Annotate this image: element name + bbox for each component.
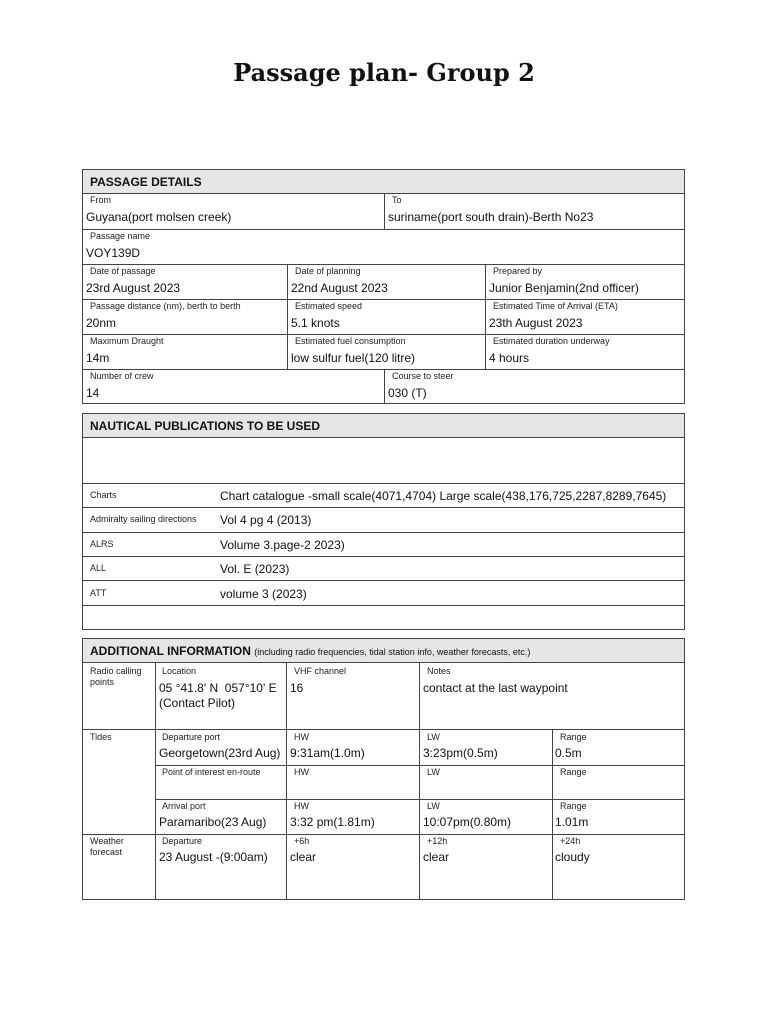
crew-cell: [83, 369, 384, 403]
passage-details-heading: PASSAGE DETAILS: [83, 170, 684, 194]
divider: [83, 507, 684, 508]
departure-lw-value: 3:23pm(0.5m): [423, 746, 498, 760]
date-of-planning-label: Date of planning: [295, 266, 361, 276]
divider: [552, 729, 553, 900]
duration-label: Estimated duration underway: [493, 336, 610, 346]
date-of-passage-cell: [83, 264, 287, 299]
arrival-lw-label: LW: [427, 801, 440, 811]
max-draught-cell: [83, 334, 287, 369]
poi-range-label: Range: [560, 767, 587, 777]
fuel-consumption-cell: [287, 334, 485, 369]
divider: [286, 663, 287, 900]
prepared-by-value: Junior Benjamin(2nd officer): [489, 281, 639, 295]
passage-name-label: Passage name: [90, 231, 151, 241]
departure-port-label: Departure port: [162, 732, 221, 742]
weather-12h-label: +12h: [427, 836, 448, 846]
arrival-hw-value: 3:32 pm(1.81m): [290, 815, 375, 829]
additional-info-heading: [83, 639, 684, 663]
arrival-lw-value: 10:07pm(0.80m): [423, 815, 512, 829]
location-value: 05 °41.8' N 057°10' E (Contact Pilot): [159, 681, 277, 710]
from-value: Guyana(port molsen creek): [86, 210, 232, 224]
weather-24h-value: cloudy: [555, 850, 590, 864]
estimated-speed-value: 5.1 knots: [291, 316, 340, 330]
course-label: Course to steer: [392, 371, 454, 381]
weather-24h-label: +24h: [560, 836, 581, 846]
divider: [83, 834, 684, 835]
date-of-planning-cell: [287, 264, 485, 299]
divider: [155, 663, 156, 900]
departure-hw-label: HW: [294, 732, 309, 742]
charts-label: Charts: [90, 490, 117, 500]
estimated-speed-label: Estimated speed: [295, 301, 363, 311]
divider: [83, 483, 684, 484]
arrival-hw-label: HW: [294, 801, 309, 811]
from-label: From: [90, 195, 111, 205]
arrival-range-value: 1.01m: [555, 815, 589, 829]
crew-value: 14: [86, 386, 100, 400]
all-value: Vol. E (2023): [220, 562, 290, 576]
poi-hw-label: HW: [294, 767, 309, 777]
divider: [83, 556, 684, 557]
fuel-consumption-value: low sulfur fuel(120 litre): [291, 351, 416, 365]
passage-name-cell: [83, 229, 685, 264]
departure-port-value: Georgetown(23rd Aug): [159, 746, 281, 760]
weather-forecast-label: Weather forecast: [90, 836, 124, 857]
eta-cell: [485, 299, 685, 334]
crew-label: Number of crew: [90, 371, 154, 381]
location-label: Location: [162, 666, 197, 676]
eta-label: Estimated Time of Arrival (ETA): [493, 301, 618, 311]
nautical-publications-heading: NAUTICAL PUBLICATIONS TO BE USED: [83, 414, 684, 438]
notes-value: contact at the last waypoint: [423, 681, 568, 695]
course-cell: [384, 369, 685, 403]
weather-6h-value: clear: [290, 850, 317, 864]
course-value: 030 (T): [388, 386, 427, 400]
nautical-publications-section: [82, 413, 685, 630]
divider: [419, 663, 420, 900]
weather-12h-value: clear: [423, 850, 450, 864]
date-of-passage-value: 23rd August 2023: [86, 281, 181, 295]
weather-departure-label: Departure: [162, 836, 203, 846]
from-cell: [83, 194, 384, 229]
to-value: suriname(port south drain)-Berth No23: [388, 210, 594, 224]
radio-calling-points-label: Radio calling points: [90, 666, 142, 687]
passage-name-value: VOY139D: [86, 246, 141, 260]
charts-value: Chart catalogue -small scale(4071,4704) Large scale(438,176,725,2287,8289,7645): [220, 489, 667, 503]
point-of-interest-label: Point of interest en-route: [162, 767, 261, 777]
max-draught-label: Maximum Draught: [90, 336, 164, 346]
additional-info-title: ADDITIONAL INFORMATION: [90, 644, 251, 658]
divider: [83, 580, 684, 581]
additional-info-section: [82, 638, 685, 900]
duration-value: 4 hours: [489, 351, 530, 365]
prepared-by-cell: [485, 264, 685, 299]
to-label: To: [392, 195, 402, 205]
arrival-port-value: Paramaribo(23 Aug): [159, 815, 267, 829]
divider: [83, 605, 684, 606]
passage-distance-label: Passage distance (nm), berth to berth: [90, 301, 241, 311]
divider: [83, 729, 684, 730]
departure-lw-label: LW: [427, 732, 440, 742]
vhf-channel-label: VHF channel: [294, 666, 347, 676]
estimated-speed-cell: [287, 299, 485, 334]
poi-lw-label: LW: [427, 767, 440, 777]
att-label: ATT: [90, 588, 107, 598]
arrival-port-label: Arrival port: [162, 801, 206, 811]
departure-hw-value: 9:31am(1.0m): [290, 746, 365, 760]
alrs-value: Volume 3.page-2 2023): [220, 538, 345, 552]
sailing-directions-value: Vol 4 pg 4 (2013): [220, 513, 312, 527]
duration-cell: [485, 334, 685, 369]
weather-departure-value: 23 August -(9:00am): [159, 850, 268, 864]
passage-distance-cell: [83, 299, 287, 334]
divider: [83, 532, 684, 533]
att-value: volume 3 (2023): [220, 587, 307, 601]
date-of-passage-label: Date of passage: [90, 266, 156, 276]
to-cell: [384, 194, 685, 229]
arrival-range-label: Range: [560, 801, 587, 811]
passage-details-section: [82, 169, 685, 404]
sailing-directions-label: Admiralty sailing directions: [90, 514, 197, 524]
all-label: ALL: [90, 563, 107, 573]
notes-label: Notes: [427, 666, 451, 676]
weather-6h-label: +6h: [294, 836, 310, 846]
vhf-channel-value: 16: [290, 681, 304, 695]
departure-range-value: 0.5m: [555, 746, 582, 760]
departure-range-label: Range: [560, 732, 587, 742]
additional-info-subtitle: (including radio frequencies, tidal station info, weather forecasts, etc.): [254, 647, 531, 657]
alrs-label: ALRS: [90, 539, 114, 549]
fuel-consumption-label: Estimated fuel consumption: [295, 336, 406, 346]
divider: [155, 799, 684, 800]
eta-value: 23th August 2023: [489, 316, 583, 330]
page-title: Passage plan- Group 2: [233, 58, 535, 87]
passage-distance-value: 20nm: [86, 316, 117, 330]
date-of-planning-value: 22nd August 2023: [291, 281, 388, 295]
tides-label: Tides: [90, 732, 112, 742]
max-draught-value: 14m: [86, 351, 110, 365]
divider: [155, 765, 684, 766]
prepared-by-label: Prepared by: [493, 266, 543, 276]
